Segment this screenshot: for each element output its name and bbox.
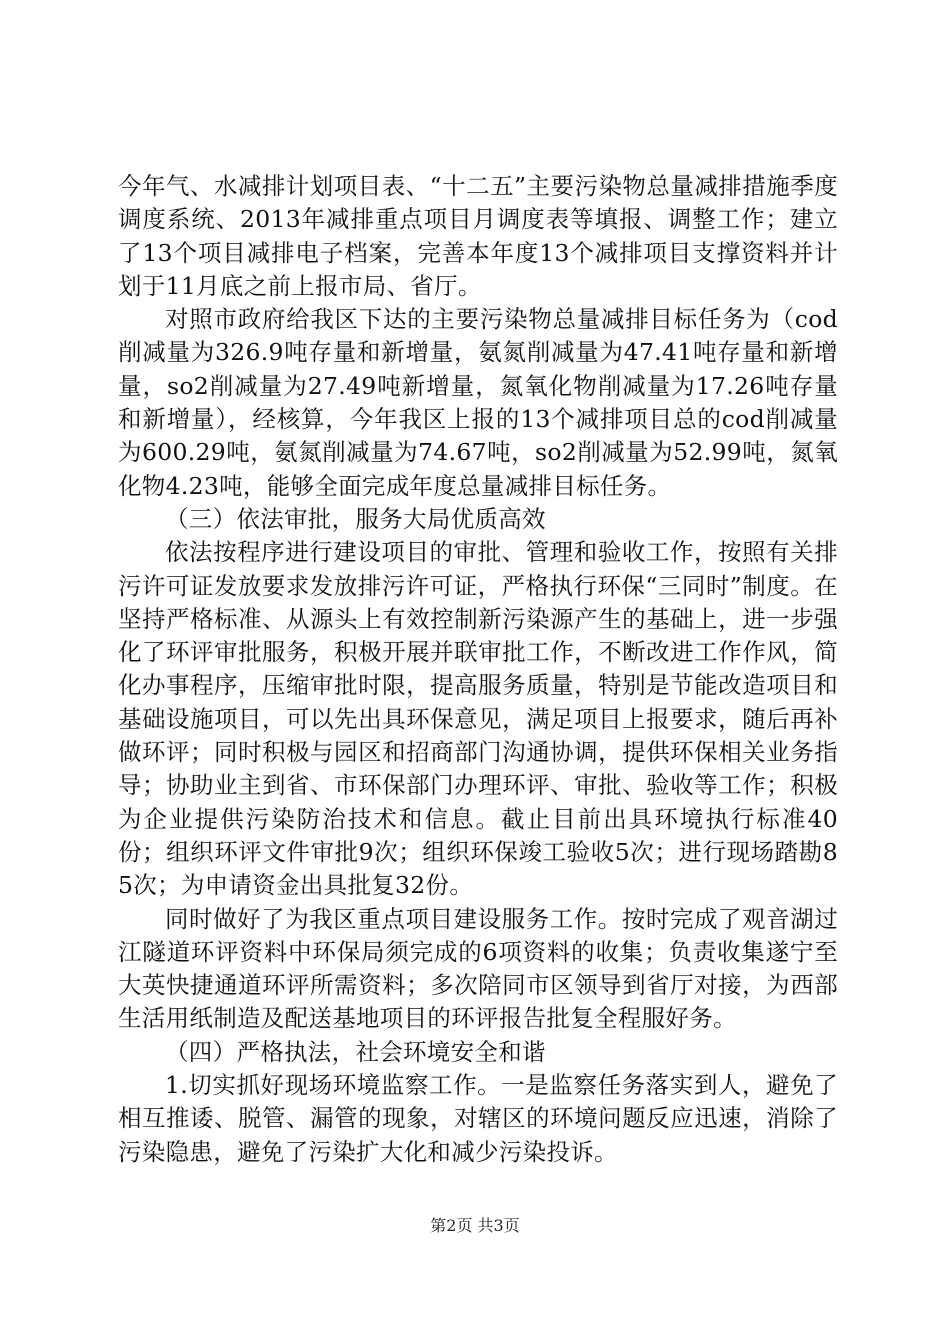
paragraph-key-projects: 同时做好了为我区重点项目建设服务工作。按时完成了观音湖过江隧道环评资料中环保局须完成的6项资料的收集；负责收集遂宁至大英快捷通道环评所需资料；多次陪同市区领导到省厅对接，为西部生活用纸制造及配送基地项目的环评报告批复全程服好务。	[118, 904, 838, 1033]
paragraph-continuation: 今年气、水减排计划项目表、“十二五”主要污染物总量减排措施季度调度系统、2013年减排重点项目月调度表等填报、调整工作；建立了13个项目减排电子档案，完善本年度13个减排项目支撑资料并计划于11月底之前上报市局、省厅。	[118, 172, 838, 300]
paragraph-approval-work: 依法按程序进行建设项目的审批、管理和验收工作，按照有关排污许可证发放要求发放排污许可证，严格执行环保“三同时”制度。在坚持严格标准、从源头上有效控制新污染源产生的基础上，进一步强化了环评审批服务，积极开展并联审批工作，不断改进工作作风，简化办事程序，压缩审批时限，提高服务质量，特别是节能改造项目和基础设施项目，可以先出具环保意见，满足项目上报要求，随后再补做环评；同时积极与园区和招商部门沟通协调，提供环保相关业务指导；协助业主到省、市环保部门办理环评、审批、验收等工作；积极为企业提供污染防治技术和信息。截止目前出具环境执行标准40份；组织环评文件审批9次；组织环保竣工验收5次；进行现场踏勘85次；为申请资金出具批复32份。	[118, 538, 838, 900]
section-heading-3: （三）依法审批，服务大局优质高效	[165, 504, 546, 533]
page-number-footer: 第2页 共3页	[430, 1216, 520, 1235]
paragraph-emission-targets: 对照市政府给我区下达的主要污染物总量减排目标任务为（cod削减量为326.9吨存量和新增量，氨氮削减量为47.41吨存量和新增量，so2削减量为27.49吨新增量，氮氧化物削减量为17.26吨存量和新增量），经核算，今年我区上报的13个减排项目总的cod削减量为600.29吨，氨氮削减量为74.67吨，so2削减量为52.99吨，氮氧化物4.23吨，能够全面完成年度总量减排目标任务。	[118, 305, 838, 500]
paragraph-inspection: 1.切实抓好现场环境监察工作。一是监察任务落实到人，避免了相互推诿、脱管、漏管的现象，对辖区的环境问题反应迅速，消除了污染隐患，避免了污染扩大化和减少污染投诉。	[118, 1071, 838, 1166]
document-body	[118, 170, 838, 1169]
section-heading-4: （四）严格执法，社会环境安全和谐	[165, 1037, 546, 1066]
